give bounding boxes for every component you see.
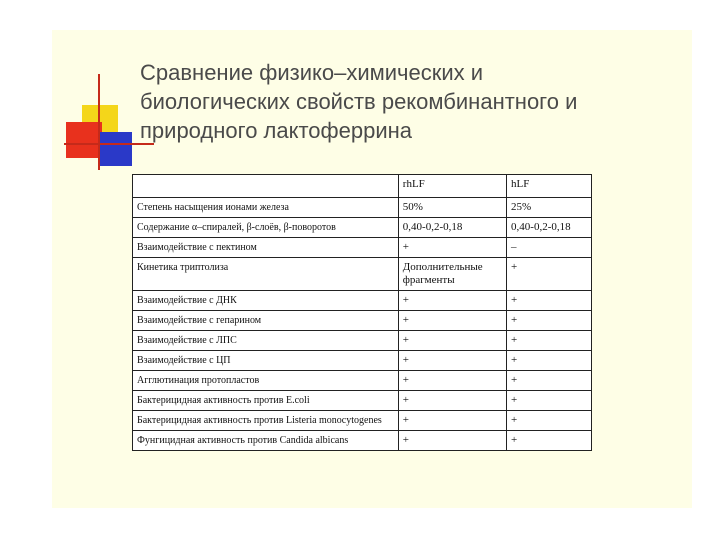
property-cell: Взаимодействие с ЦП bbox=[133, 351, 399, 371]
table-row bbox=[133, 331, 592, 351]
property-cell: Фунгицидная активность против Candida albicans bbox=[133, 431, 399, 451]
decor-blue-square bbox=[98, 132, 132, 166]
table-row bbox=[133, 238, 592, 258]
rhlf-cell: + bbox=[398, 391, 506, 411]
property-cell: Бактерицидная активность против Listeria monocytogenes bbox=[133, 411, 399, 431]
hlf-cell: + bbox=[507, 291, 592, 311]
table-row bbox=[133, 198, 592, 218]
property-cell: Степень насыщения ионами железа bbox=[133, 198, 399, 218]
hlf-cell: + bbox=[507, 371, 592, 391]
table-row bbox=[133, 391, 592, 411]
property-cell: Содержание α–спиралей, β-слоёв, β-поворотов bbox=[133, 218, 399, 238]
property-cell: Взаимодействие с ЛПС bbox=[133, 331, 399, 351]
rhlf-cell: + bbox=[398, 311, 506, 331]
slide-title: Сравнение физико–химических и биологических свойств рекомбинантного и природного лактоферрина bbox=[140, 60, 578, 143]
rhlf-cell: 50% bbox=[398, 198, 506, 218]
hlf-cell: + bbox=[507, 431, 592, 451]
property-cell: Взаимодействие с пектином bbox=[133, 238, 399, 258]
comparison-table bbox=[132, 174, 592, 451]
hlf-cell: 0,40-0,2-0,18 bbox=[507, 218, 592, 238]
hlf-cell: + bbox=[507, 311, 592, 331]
rhlf-cell: + bbox=[398, 331, 506, 351]
decor-red-square bbox=[66, 122, 102, 158]
table-row bbox=[133, 411, 592, 431]
property-cell: Взаимодействие с ДНК bbox=[133, 291, 399, 311]
header-cell: rhLF bbox=[398, 175, 506, 198]
hlf-cell: + bbox=[507, 411, 592, 431]
table-row bbox=[133, 258, 592, 291]
hlf-cell: + bbox=[507, 331, 592, 351]
property-cell: Агглютинация протопластов bbox=[133, 371, 399, 391]
rhlf-cell: + bbox=[398, 371, 506, 391]
table-row bbox=[133, 218, 592, 238]
table-row bbox=[133, 371, 592, 391]
header-cell bbox=[133, 175, 399, 198]
rhlf-cell: + bbox=[398, 351, 506, 371]
rhlf-cell: 0,40-0,2-0,18 bbox=[398, 218, 506, 238]
hlf-cell: + bbox=[507, 351, 592, 371]
property-cell: Кинетика триптолиза bbox=[133, 258, 399, 291]
hlf-cell: – bbox=[507, 238, 592, 258]
hlf-cell: + bbox=[507, 258, 592, 291]
rhlf-cell: + bbox=[398, 431, 506, 451]
rhlf-cell: + bbox=[398, 291, 506, 311]
decor-vertical-line bbox=[98, 74, 100, 170]
rhlf-cell: + bbox=[398, 238, 506, 258]
property-cell: Взаимодействие с гепарином bbox=[133, 311, 399, 331]
table-row bbox=[133, 311, 592, 331]
header-cell: hLF bbox=[507, 175, 592, 198]
table-row bbox=[133, 351, 592, 371]
table-row bbox=[133, 431, 592, 451]
hlf-cell: 25% bbox=[507, 198, 592, 218]
table-header-row bbox=[133, 175, 592, 198]
rhlf-cell: + bbox=[398, 411, 506, 431]
rhlf-cell: Дополнительные фрагменты bbox=[398, 258, 506, 291]
hlf-cell: + bbox=[507, 391, 592, 411]
table-row bbox=[133, 291, 592, 311]
property-cell: Бактерицидная активность против E.coli bbox=[133, 391, 399, 411]
